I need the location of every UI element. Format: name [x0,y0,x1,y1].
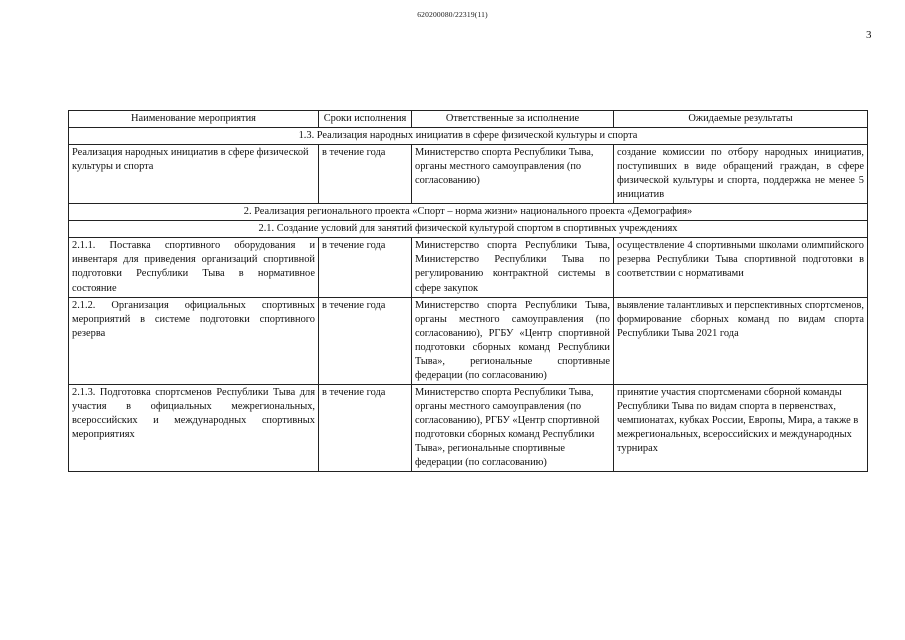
cell-activity-name: 2.1.2. Организация официальных спортивных мероприятий в системе подготовки спортивного резерва [69,297,319,384]
cell-result: принятие участия спортсменами сборной команды Республики Тыва по видам спорта в первенствах, чемпионатах, кубках России, Европы, Мира, а также в межрегиональных, всероссийских и международных турнирах [614,384,868,471]
header-cell-name: Наименование мероприятия [69,111,319,128]
document-id: 620200080/22319(11) [417,10,488,19]
table-row [69,145,868,204]
header-cell-result: Ожидаемые результаты [614,111,868,128]
cell-result: выявление талантливых и перспективных спортсменов, формирование сборных команд по видам спорта Республики Тыва 2021 года [614,297,868,384]
header-cell-term: Сроки исполнения [319,111,412,128]
cell-activity-name: Реализация народных инициатив в сфере физической культуры и спорта [69,145,319,204]
cell-responsible: Министерство спорта Республики Тыва, органы местного самоуправления (по согласованию) [412,145,614,204]
cell-responsible: Министерство спорта Республики Тыва, Министерство Республики Тыва по регулированию контрактной системы в сфере закупок [412,238,614,297]
cell-responsible: Министерство спорта Республики Тыва, органы местного самоуправления (по согласованию), РГБУ «Центр спортивной подготовки сборных команд Республики Тыва», региональные спортивные федерации (по согласованию) [412,384,614,471]
cell-responsible: Министерство спорта Республики Тыва, органы местного самоуправления (по согласованию), РГБУ «Центр спортивной подготовки сборных команд Республики Тыва», региональные спортивные федерации (по согласованию) [412,297,614,384]
cell-term: в течение года [319,297,412,384]
table-row [69,384,868,471]
page-number: 3 [866,29,872,41]
section-row [69,204,868,221]
activities-table [68,110,868,472]
cell-term: в течение года [319,145,412,204]
section-row [69,128,868,145]
cell-activity-name: 2.1.1. Поставка спортивного оборудования и инвентаря для приведения организаций спортивной подготовки Республики Тыва в нормативное состояние [69,238,319,297]
cell-activity-name: 2.1.3. Подготовка спортсменов Республики Тыва для участия в официальных межрегиональных, всероссийских и международных спортивных мероприятиях [69,384,319,471]
table-header-row [69,111,868,128]
table-row [69,297,868,384]
cell-term: в течение года [319,384,412,471]
section-row [69,221,868,238]
cell-term: в течение года [319,238,412,297]
header-cell-responsible: Ответственные за исполнение [412,111,614,128]
table-row [69,238,868,297]
cell-result: создание комиссии по отбору народных инициатив, поступивших в виде обращений граждан, в сфере физической культуры и спорта, поддержка не менее 5 инициатив [614,145,868,204]
section-title-2: 2. Реализация регионального проекта «Спорт – норма жизни» национального проекта «Демография» [69,204,868,221]
section-title-2-1: 2.1. Создание условий для занятий физической культурой спортом в спортивных учреждениях [69,221,868,238]
section-title-1-3: 1.3. Реализация народных инициатив в сфере физической культуры и спорта [69,128,868,145]
cell-result: осуществление 4 спортивными школами олимпийского резерва Республики Тыва спортивной подготовки в соответствии с нормативами [614,238,868,297]
